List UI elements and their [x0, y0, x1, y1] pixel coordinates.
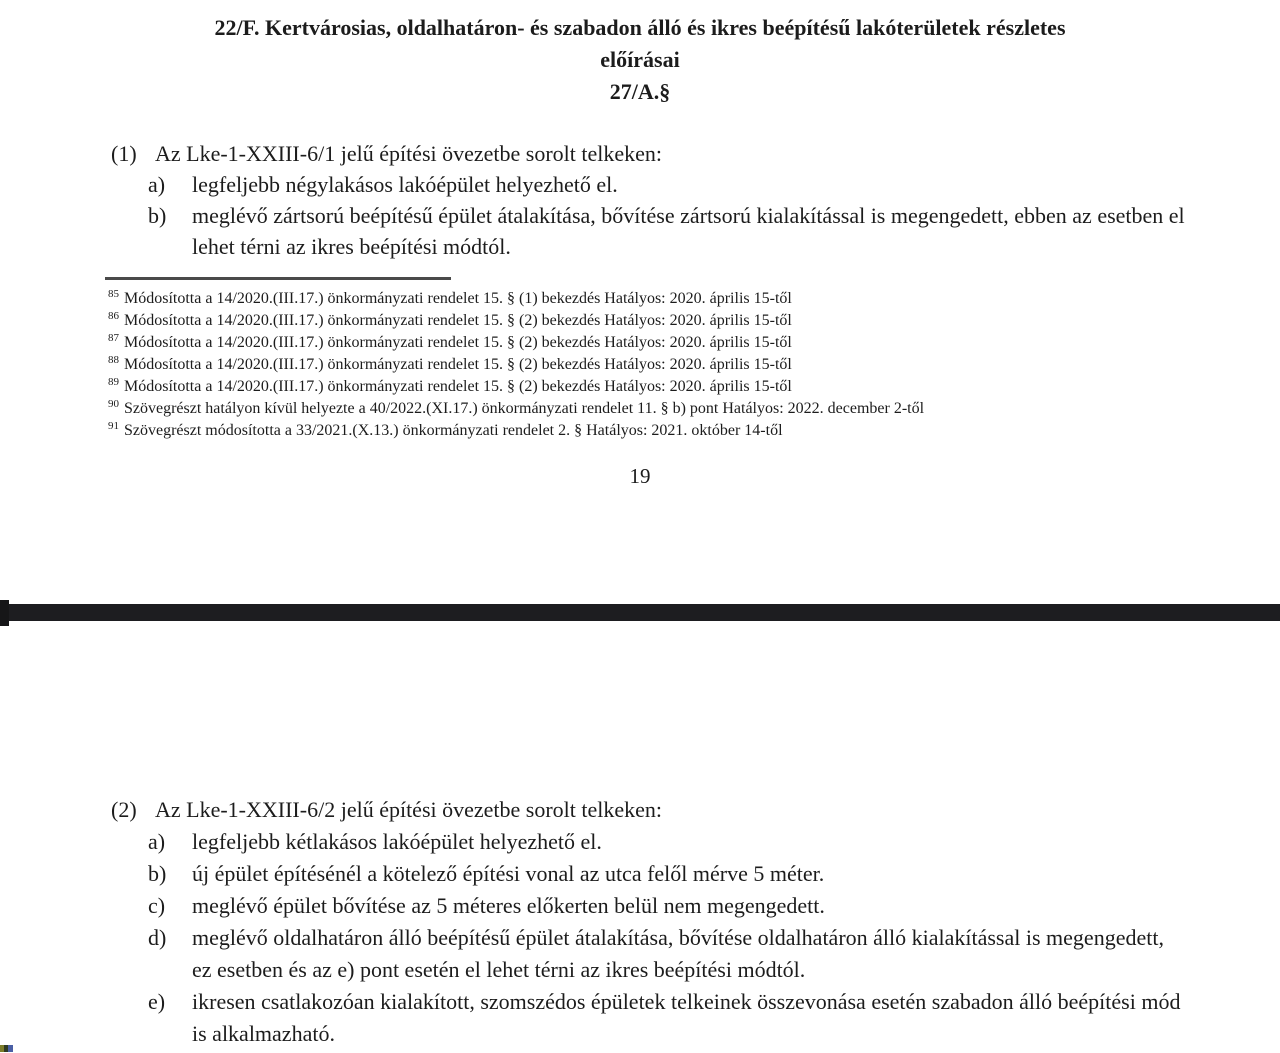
- footnote-text: Szövegrészt hatályon kívül helyezte a 40/2022.(XI.17.) önkormányzati rendelet 11. § b) pont Hatályos: 2022. december 2-től: [124, 400, 925, 417]
- footnotes: [108, 288, 1188, 442]
- footnote-text: Módosította a 14/2020.(III.17.) önkormányzati rendelet 15. § (2) bekezdés Hatályos: 2020. április 15-től: [124, 356, 792, 373]
- title-line-2: előírásai: [600, 47, 680, 72]
- list-item: [111, 858, 1186, 890]
- footnote: [108, 354, 1188, 376]
- list-item-text: legfeljebb kétlakásos lakóépület helyezhető el.: [192, 829, 602, 854]
- scan-artifact: [0, 1045, 13, 1052]
- footnote: [108, 398, 1188, 420]
- footnote-number: 88: [108, 353, 119, 366]
- footnote-separator-rule: [105, 277, 451, 280]
- paragraph-1-marker: (1): [111, 141, 137, 166]
- footnote-number: 87: [108, 331, 119, 344]
- list-item-label: a): [148, 172, 166, 197]
- list-item-label: e): [148, 989, 166, 1014]
- list-item-label: b): [148, 203, 167, 228]
- footnote-text: Módosította a 14/2020.(III.17.) önkormányzati rendelet 15. § (2) bekezdés Hatályos: 2020. április 15-től: [124, 334, 792, 351]
- list-item: [111, 922, 1186, 986]
- footnote-number: 89: [108, 375, 119, 388]
- list-item: [111, 986, 1186, 1050]
- list-item-label: c): [148, 893, 166, 918]
- list-item-label: b): [148, 861, 167, 886]
- list-item-text: ikresen csatlakozóan kialakított, szomszédos épületek telkeinek összevonása esetén szabadon álló beépítési mód is alkalmazható.: [192, 989, 1181, 1046]
- paragraph-2-marker: (2): [111, 797, 137, 822]
- title-line-1: 22/F. Kertvárosias, oldalhatáron- és szabadon álló és ikres beépítésű lakóterületek részletes: [214, 15, 1066, 40]
- footnote-text: Módosította a 14/2020.(III.17.) önkormányzati rendelet 15. § (2) bekezdés Hatályos: 2020. április 15-től: [124, 312, 792, 329]
- list-item-label: d): [148, 925, 167, 950]
- paragraph-1-intro: [111, 138, 1186, 169]
- paragraph-2-intro: [111, 794, 1186, 826]
- footnote-text: Szövegrészt módosította a 33/2021.(X.13.) önkormányzati rendelet 2. § Hatályos: 2021. október 14-től: [124, 422, 783, 439]
- document-title: [0, 12, 1280, 108]
- footnote: [108, 288, 1188, 310]
- paragraph-1-intro-text: Az Lke-1-XXIII-6/1 jelű építési övezetbe sorolt telkeken:: [155, 141, 663, 166]
- paragraph-2: [111, 794, 1186, 1050]
- footnote-number: 86: [108, 309, 119, 322]
- footnote-number: 90: [108, 397, 119, 410]
- page-break-divider-notch: [0, 600, 9, 626]
- list-item-label: a): [148, 829, 166, 854]
- list-item-text: legfeljebb négylakásos lakóépület helyezhető el.: [192, 172, 618, 197]
- footnote: [108, 420, 1188, 442]
- footnote-text: Módosította a 14/2020.(III.17.) önkormányzati rendelet 15. § (1) bekezdés Hatályos: 2020. április 15-től: [124, 290, 792, 307]
- footnote: [108, 332, 1188, 354]
- footnote-number: 91: [108, 419, 119, 432]
- list-item: [111, 200, 1186, 262]
- list-item-text: meglévő zártsorú beépítésű épület átalakítása, bővítése zártsorú kialakítással is megengedett, ebben az esetben el lehet térni az ikres beépítési módtól.: [192, 203, 1185, 259]
- paragraph-2-intro-text: Az Lke-1-XXIII-6/2 jelű építési övezetbe sorolt telkeken:: [155, 797, 663, 822]
- section-number: 27/A.§: [609, 79, 671, 104]
- page-number: 19: [629, 464, 651, 488]
- footnote: [108, 310, 1188, 332]
- paragraph-1: [111, 138, 1186, 262]
- list-item: [111, 826, 1186, 858]
- list-item: [111, 169, 1186, 200]
- list-item-text: meglévő épület bővítése az 5 méteres előkerten belül nem megengedett.: [192, 893, 825, 918]
- list-item-text: új épület építésénél a kötelező építési vonal az utca felől mérve 5 méter.: [192, 861, 825, 886]
- footnote-number: 85: [108, 287, 119, 300]
- footnote: [108, 376, 1188, 398]
- footnote-text: Módosította a 14/2020.(III.17.) önkormányzati rendelet 15. § (2) bekezdés Hatályos: 2020. április 15-től: [124, 378, 792, 395]
- list-item-text: meglévő oldalhatáron álló beépítésű épület átalakítása, bővítése oldalhatáron álló kialakítással is megengedett, ez esetben és az e) pont esetén el lehet térni az ikres beépítési módtól.: [192, 925, 1164, 982]
- list-item: [111, 890, 1186, 922]
- page-break-divider-bar: [0, 604, 1280, 621]
